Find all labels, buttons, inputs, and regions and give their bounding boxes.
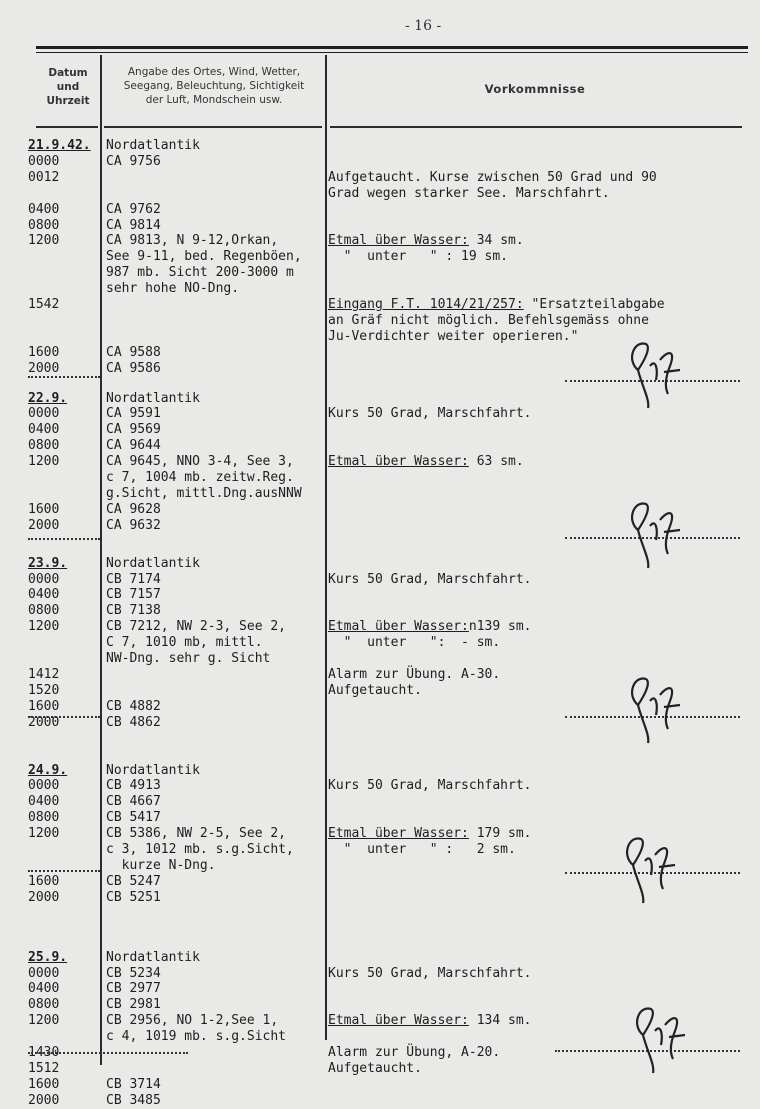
- log-event: " unter " : 19 sm.: [328, 249, 509, 265]
- log-time: 1600: [28, 873, 60, 889]
- header-date-line: Uhrzeit: [46, 95, 90, 107]
- signature-mark: [615, 825, 685, 905]
- log-time: 1200: [28, 1013, 60, 1029]
- log-event-underlined: Etmal über Wasser:: [328, 233, 469, 249]
- log-place: CA 9814: [106, 217, 161, 233]
- log-time: 1200: [28, 826, 60, 842]
- log-time: 0000: [28, 571, 60, 587]
- log-place: CB 2977: [106, 981, 161, 997]
- log-time: 1512: [28, 1060, 60, 1076]
- log-time: 0400: [28, 422, 60, 438]
- log-place: CB 5247: [106, 873, 161, 889]
- day-date: 24.9.: [28, 762, 68, 778]
- header-rule-right: [330, 126, 742, 128]
- log-time: 1200: [28, 619, 60, 635]
- signature-mark: [620, 490, 690, 570]
- log-place: 987 mb. Sicht 200-3000 m: [106, 265, 294, 281]
- log-place: c 7, 1004 mb. zeitw.Reg.: [106, 470, 294, 485]
- log-time: 2000: [28, 360, 60, 376]
- log-event: Ju-Verdichter weiter operieren.": [328, 328, 579, 344]
- log-time: 1200: [28, 454, 60, 470]
- log-place: CA 9569: [106, 422, 161, 438]
- log-event: Aufgetaucht. Kurse zwischen 50 Grad und 90: [328, 169, 657, 185]
- log-time: 1600: [28, 1076, 60, 1092]
- log-event: Alarm zur Übung. A-30.: [328, 666, 501, 682]
- log-place: CB 4913: [106, 778, 161, 794]
- day-date: 21.9.42.: [28, 138, 91, 153]
- log-place: c 3, 1012 mb. s.g.Sicht,: [106, 842, 294, 857]
- header-place-line: Angabe des Ortes, Wind, Wetter,: [127, 66, 301, 78]
- log-place: CA 9632: [106, 517, 161, 533]
- log-place: See 9-11, bed. Regenböen,: [106, 249, 302, 265]
- log-event-rest: n139 sm.: [468, 619, 532, 635]
- log-time: 2000: [28, 889, 60, 905]
- log-event: [328, 826, 532, 842]
- log-time: 0400: [28, 794, 60, 810]
- log-time: 1430: [28, 1045, 60, 1060]
- header-date-column: [36, 66, 100, 108]
- log-place: Nordatlantik: [106, 390, 200, 406]
- log-place: Nordatlantik: [106, 555, 200, 571]
- log-place: CB 3714: [106, 1076, 161, 1092]
- log-time: 0400: [28, 981, 60, 997]
- log-event: [328, 454, 524, 470]
- log-event: Aufgetaucht.: [328, 682, 422, 698]
- log-time: 0800: [28, 997, 60, 1013]
- log-place: Nordatlantik: [106, 138, 200, 153]
- log-time: 2000: [28, 714, 60, 730]
- log-event-underlined: Etmal über Wasser:: [328, 619, 469, 635]
- column-divider-left: [100, 55, 102, 1065]
- log-place: CB 7174: [106, 571, 161, 587]
- log-time: 1412: [28, 666, 60, 682]
- log-event-underlined: Etmal über Wasser:: [328, 454, 469, 470]
- log-time: 2000: [28, 1092, 60, 1108]
- log-event: " unter " : 2 sm.: [328, 842, 516, 857]
- log-time: 0000: [28, 406, 60, 422]
- log-place: CA 9813, N 9-12,Orkan,: [106, 233, 279, 249]
- log-time: 0000: [28, 965, 60, 981]
- day-separator-dots: [28, 538, 100, 540]
- log-event: Kurs 50 Grad, Marschfahrt.: [328, 571, 532, 587]
- log-place: CB 2981: [106, 997, 161, 1013]
- log-event: [328, 233, 524, 249]
- day-separator-dots: [28, 1052, 188, 1054]
- top-rule-second: [36, 52, 748, 53]
- header-rule-left: [36, 126, 98, 128]
- day-date: 22.9.: [28, 390, 68, 406]
- log-time: 0012: [28, 169, 60, 185]
- log-time: 0400: [28, 587, 60, 603]
- day-date: 25.9.: [28, 949, 68, 965]
- log-place: CA 9644: [106, 438, 161, 454]
- log-event: Kurs 50 Grad, Marschfahrt.: [328, 406, 532, 422]
- log-place: CB 7157: [106, 587, 161, 603]
- log-place: CA 9628: [106, 501, 161, 517]
- page-number: - 16 -: [405, 18, 442, 34]
- log-place: Nordatlantik: [106, 949, 200, 965]
- log-place: CB 5251: [106, 889, 161, 905]
- signature-mark: [625, 995, 695, 1075]
- day-separator-dots: [28, 716, 100, 718]
- day-separator-dots: [28, 870, 100, 872]
- log-place: CB 5386, NW 2-5, See 2,: [106, 826, 287, 842]
- log-time: 0000: [28, 153, 60, 169]
- log-event: Grad wegen starker See. Marschfahrt.: [328, 185, 610, 201]
- log-place: NW-Dng. sehr g. Sicht: [106, 651, 271, 666]
- log-event-rest: "Ersatzteilabgabe: [523, 297, 665, 312]
- log-time: 0800: [28, 810, 60, 826]
- signature-mark: [620, 665, 690, 745]
- log-time: 0800: [28, 217, 60, 233]
- header-place-column: [104, 65, 324, 107]
- log-place: CA 9762: [106, 201, 161, 217]
- log-time: 1600: [28, 698, 60, 714]
- log-place: CA 9645, NNO 3-4, See 3,: [106, 454, 294, 470]
- log-place: Nordatlantik: [106, 762, 200, 778]
- log-event-underlined: Eingang F.T. 1014/21/257:: [328, 297, 524, 312]
- log-event: an Gräf nicht möglich. Befehlsgemäss ohne: [328, 312, 649, 328]
- log-place: C 7, 1010 mb, mittl.: [106, 635, 263, 651]
- log-place: CB 5234: [106, 965, 161, 981]
- log-place: CB 3485: [106, 1092, 161, 1108]
- header-date-line: und: [56, 81, 80, 93]
- top-rule: [36, 46, 748, 49]
- log-event: Kurs 50 Grad, Marschfahrt.: [328, 965, 532, 981]
- log-place: c 4, 1019 mb. s.g.Sicht: [106, 1029, 287, 1045]
- log-event: " unter ": - sm.: [328, 635, 501, 651]
- log-place: CB 4882: [106, 698, 161, 714]
- log-time: 0400: [28, 201, 60, 217]
- log-time: 0000: [28, 778, 60, 794]
- log-event: [328, 297, 665, 313]
- log-place: CB 2956, NO 1-2,See 1,: [106, 1013, 279, 1029]
- log-event-rest: 34 sm.: [468, 233, 524, 249]
- log-event: [328, 1013, 532, 1029]
- header-rule-middle: [104, 126, 322, 128]
- log-place: CA 9591: [106, 406, 161, 422]
- log-place: CA 9588: [106, 344, 161, 360]
- log-place: CB 7138: [106, 603, 161, 619]
- signature-mark: [620, 330, 690, 410]
- log-place: sehr hohe NO-Dng.: [106, 281, 240, 297]
- log-event: Aufgetaucht.: [328, 1060, 422, 1076]
- log-event-rest: 63 sm.: [468, 454, 524, 470]
- log-event: Alarm zur Übung, A-20.: [328, 1045, 501, 1060]
- header-place-line: der Luft, Mondschein usw.: [145, 94, 283, 106]
- log-event: [328, 619, 532, 635]
- log-time: 0800: [28, 438, 60, 454]
- log-time: 2000: [28, 517, 60, 533]
- log-time: 1600: [28, 501, 60, 517]
- log-place: g.Sicht, mittl.Dng.ausNNW: [106, 485, 302, 501]
- log-place: CB 4862: [106, 714, 161, 730]
- log-time: 1600: [28, 344, 60, 360]
- log-time: 1542: [28, 297, 60, 312]
- header-events-column: Vorkommnisse: [484, 82, 586, 96]
- column-divider-right: [325, 55, 327, 1040]
- log-time: 0800: [28, 603, 60, 619]
- log-event-underlined: Etmal über Wasser:: [328, 1013, 469, 1029]
- log-event-underlined: Etmal über Wasser:: [328, 826, 469, 842]
- log-place: CA 9586: [106, 360, 161, 376]
- log-event-rest: 179 sm.: [468, 826, 532, 842]
- log-place: kurze N-Dng.: [106, 857, 216, 873]
- header-place-line: Seegang, Beleuchtung, Sichtigkeit: [123, 80, 305, 92]
- log-place: CB 7212, NW 2-3, See 2,: [106, 619, 287, 635]
- log-time: 1200: [28, 233, 60, 249]
- day-separator-dots: [28, 376, 100, 378]
- log-place: CB 5417: [106, 810, 161, 826]
- log-place: CB 4667: [106, 794, 161, 810]
- log-event: Kurs 50 Grad, Marschfahrt.: [328, 778, 532, 794]
- header-date-line: Datum: [48, 67, 88, 79]
- log-event-rest: 134 sm.: [468, 1013, 532, 1029]
- log-time: 1520: [28, 682, 60, 698]
- day-date: 23.9.: [28, 555, 68, 571]
- log-place: CA 9756: [106, 153, 161, 169]
